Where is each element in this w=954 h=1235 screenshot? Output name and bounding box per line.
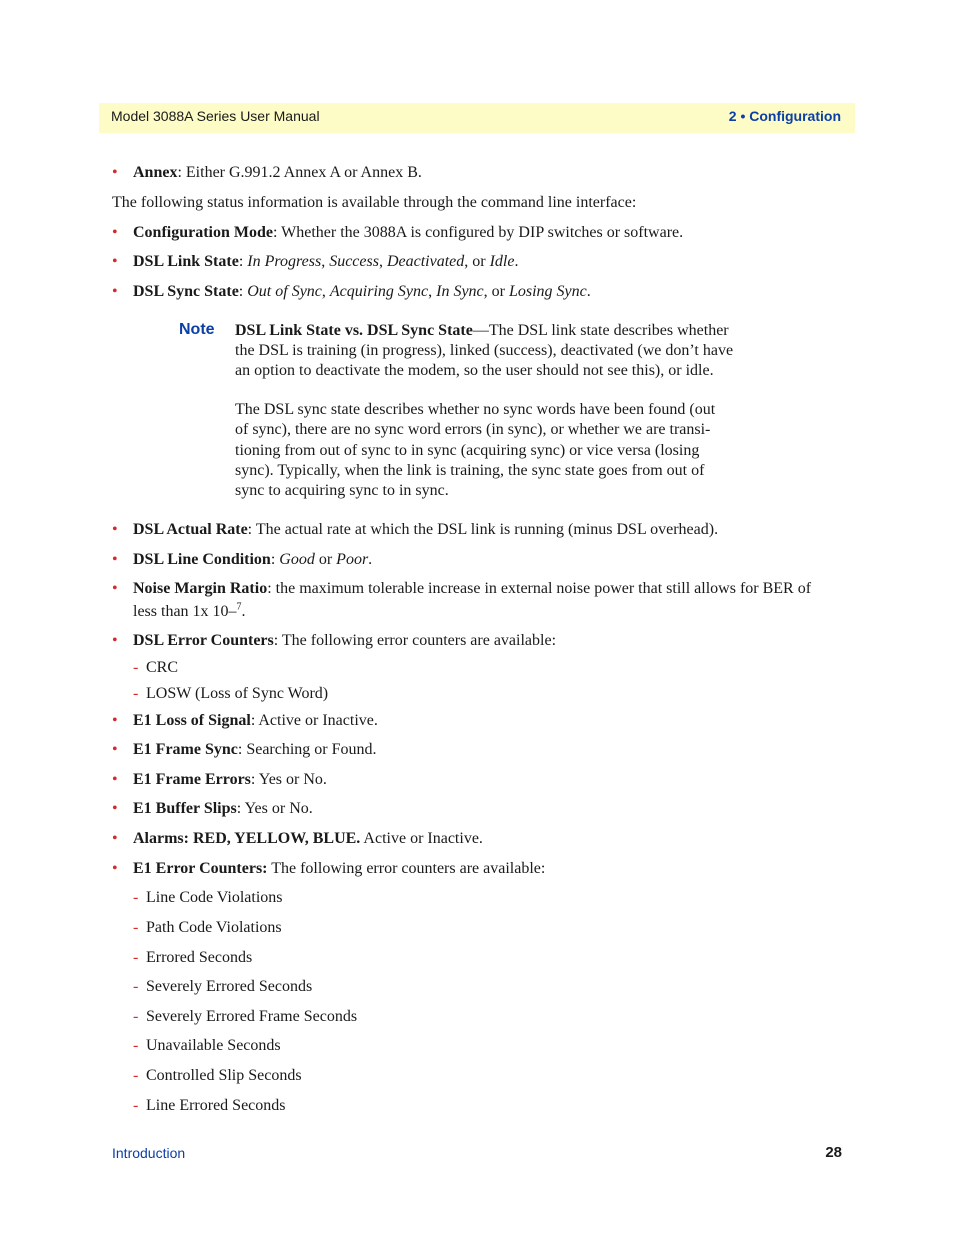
sub-item: LOSW (Loss of Sync Word) xyxy=(146,685,329,702)
sub-item: Severely Errored Seconds xyxy=(146,978,313,995)
note-line: of sync), there are no sync word errors (in sync), or whether we are transi- xyxy=(235,421,711,438)
list-item-e1-frame-sync: E1 Frame Sync: Searching or Found. xyxy=(133,741,377,758)
list-item-alarms: Alarms: RED, YELLOW, BLUE. Active or Inactive. xyxy=(133,830,483,847)
bullet: • xyxy=(112,860,118,877)
dash-marker: - xyxy=(133,1037,139,1054)
note-line: sync to acquiring sync to in sync. xyxy=(235,482,449,499)
page-number: 28 xyxy=(825,1144,842,1161)
list-item-sync-state: DSL Sync State: Out of Sync, Acquiring Sync, In Sync, or Losing Sync. xyxy=(133,283,591,300)
dash-marker: - xyxy=(133,1008,139,1025)
list-item-e1-frame-errors: E1 Frame Errors: Yes or No. xyxy=(133,771,327,788)
list-item-annex: Annex: Either G.991.2 Annex A or Annex B. xyxy=(133,164,422,181)
note-line: the DSL is training (in progress), linked (success), deactivated (we don’t have xyxy=(235,342,734,359)
bullet: • xyxy=(112,712,118,729)
sub-item: Errored Seconds xyxy=(146,949,253,966)
footer-section-link[interactable]: Introduction xyxy=(112,1145,186,1161)
note-line: sync). Typically, when the link is training, the sync state goes from out of xyxy=(235,462,705,479)
list-item-config-mode: Configuration Mode: Whether the 3088A is configured by DIP switches or software. xyxy=(133,224,684,241)
bullet: • xyxy=(112,164,118,181)
note-line: an option to deactivate the modem, so the user should not see this), or idle. xyxy=(235,362,714,379)
manual-title: Model 3088A Series User Manual xyxy=(111,108,320,124)
list-item-e1-buffer-slips: E1 Buffer Slips: Yes or No. xyxy=(133,800,313,817)
chapter-title: 2 • Configuration xyxy=(728,108,841,124)
list-item-noise-margin-cont: less than 1x 10–$^7$. xyxy=(133,601,246,620)
list-item-noise-margin: Noise Margin Ratio: the maximum tolerable increase in external noise power that still allows for BER of xyxy=(133,580,812,597)
note-line: tioning from out of sync to in sync (acquiring sync) or vice versa (losing xyxy=(235,442,700,459)
bullet: • xyxy=(112,800,118,817)
bullet: • xyxy=(112,253,118,270)
list-item-e1-los: E1 Loss of Signal: Active or Inactive. xyxy=(133,712,378,729)
note-line: The DSL sync state describes whether no sync words have been found (out xyxy=(235,401,716,418)
dash-marker: - xyxy=(133,659,139,676)
sub-item: Line Errored Seconds xyxy=(146,1097,286,1114)
intro-paragraph: The following status information is available through the command line interface: xyxy=(112,194,637,211)
bullet: • xyxy=(112,224,118,241)
bullet: • xyxy=(112,632,118,649)
dash-marker: - xyxy=(133,685,139,702)
dash-marker: - xyxy=(133,919,139,936)
dash-marker: - xyxy=(133,889,139,906)
bullet: • xyxy=(112,521,118,538)
sub-item: Controlled Slip Seconds xyxy=(146,1067,302,1084)
note-line: DSL Link State vs. DSL Sync State—The DSL link state describes whether xyxy=(235,322,729,339)
dash-marker: - xyxy=(133,949,139,966)
dash-marker: - xyxy=(133,978,139,995)
bullet: • xyxy=(112,771,118,788)
list-item-actual-rate: DSL Actual Rate: The actual rate at which the DSL link is running (minus DSL overhead). xyxy=(133,521,719,538)
sub-item: Line Code Violations xyxy=(146,889,283,906)
dash-marker: - xyxy=(133,1067,139,1084)
bullet: • xyxy=(112,830,118,847)
page-header xyxy=(99,103,855,133)
sub-item: Unavailable Seconds xyxy=(146,1037,281,1054)
bullet: • xyxy=(112,741,118,758)
bullet: • xyxy=(112,283,118,300)
sub-item: CRC xyxy=(146,659,179,676)
list-item-dsl-errors: DSL Error Counters: The following error counters are available: xyxy=(133,632,557,649)
note-label: Note xyxy=(179,321,215,338)
dash-marker: - xyxy=(133,1097,139,1114)
list-item-link-state: DSL Link State: In Progress, Success, Deactivated, or Idle. xyxy=(133,253,519,270)
list-item-e1-errors: E1 Error Counters: The following error counters are available: xyxy=(133,860,546,877)
sub-item: Path Code Violations xyxy=(146,919,282,936)
bullet: • xyxy=(112,551,118,568)
sub-item: Severely Errored Frame Seconds xyxy=(146,1008,358,1025)
list-item-line-condition: DSL Line Condition: Good or Poor. xyxy=(133,551,373,568)
bullet: • xyxy=(112,580,118,597)
